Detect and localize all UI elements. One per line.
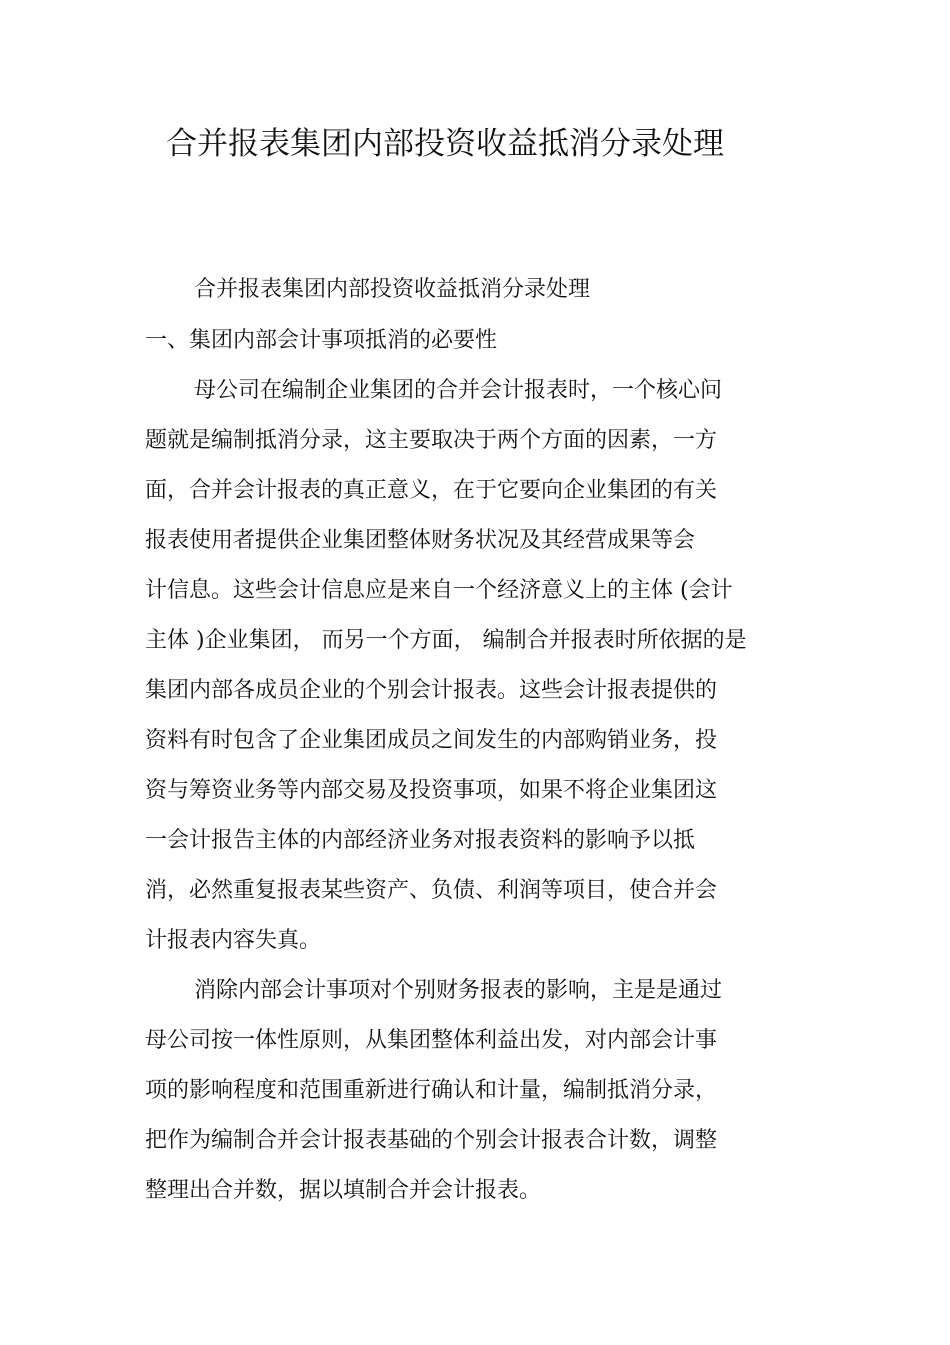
paragraph-line: 资料有时包含了企业集团成员之间发生的内部购销业务，投 [145,728,718,753]
paragraph-line: 报表使用者提供企业集团整体财务状况及其经营成果等会 [145,528,696,553]
paragraph-line: 计信息。这些会计信息应是来自一个经济意义上的主体 (会计 [145,578,733,603]
paragraph-line: 整理出合并数，据以填制合并会计报表。 [145,1178,542,1203]
document-subtitle: 合并报表集团内部投资收益抵消分录处理 [194,277,591,302]
paragraph-line: 题就是编制抵消分录，这主要取决于两个方面的因素，一方 [145,428,718,453]
document-title: 合并报表集团内部投资收益抵消分录处理 [166,126,724,162]
paragraph-line: 集团内部各成员企业的个别会计报表。这些会计报表提供的 [145,678,718,703]
paragraph-line: 资与筹资业务等内部交易及投资事项，如果不将企业集团这 [145,778,718,803]
paragraph-line: 主体 )企业集团， 而另一个方面， 编制合并报表时所依据的是 [145,628,747,653]
paragraph-line: 一会计报告主体的内部经济业务对报表资料的影响予以抵 [145,828,696,853]
paragraph-line: 项的影响程度和范围重新进行确认和计量，编制抵消分录， [145,1078,718,1103]
paragraph-line: 母公司按一体性原则，从集团整体利益出发，对内部会计事 [145,1028,718,1053]
paragraph-line: 计报表内容失真。 [145,928,322,953]
paragraph-line: 消除内部会计事项对个别财务报表的影响，主是是通过 [194,978,723,1003]
paragraph-line: 母公司在编制企业集团的合并会计报表时，一个核心问 [194,378,723,403]
section-heading: 一、集团内部会计事项抵消的必要性 [145,328,498,353]
paragraph-line: 消，必然重复报表某些资产、负债、利润等项目，使合并会 [145,878,718,903]
paragraph-line: 把作为编制合并会计报表基础的个别会计报表合计数，调整 [145,1128,718,1153]
paragraph-line: 面，合并会计报表的真正意义，在于它要向企业集团的有关 [145,478,718,503]
